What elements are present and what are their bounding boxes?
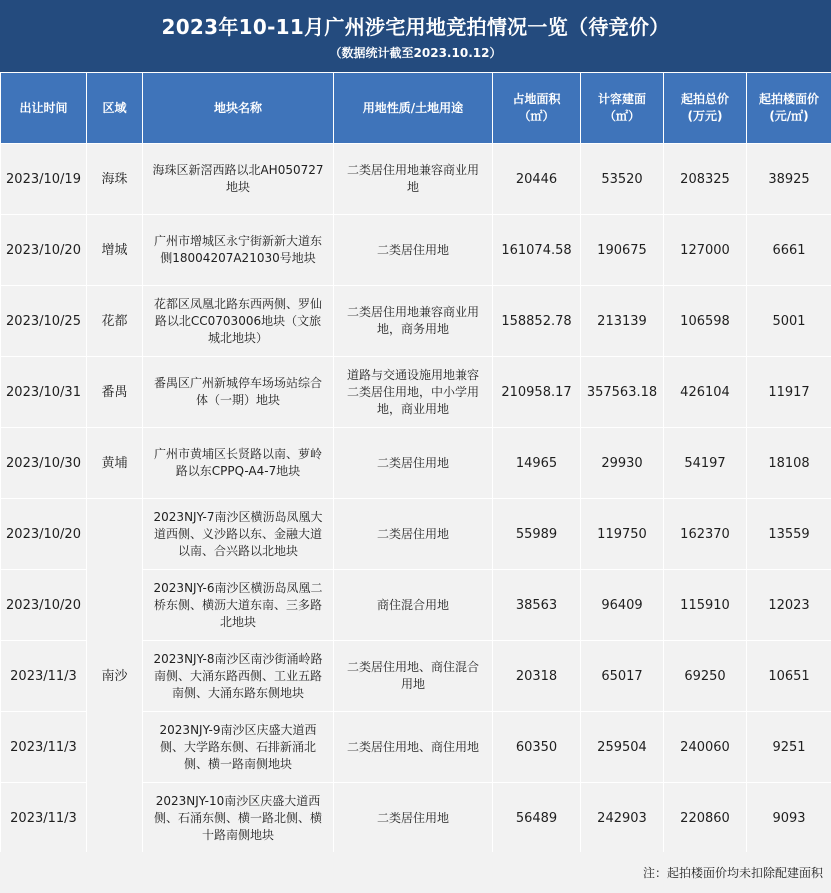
cell-date: 2023/10/20 <box>1 499 87 570</box>
cell-gfa: 357563.18 <box>581 357 664 428</box>
table-row <box>1 499 831 570</box>
column-header-site-area: 占地面积 （㎡） <box>493 73 581 144</box>
column-header-total-price: 起拍总价 (万元) <box>664 73 747 144</box>
cell-parcel-name: 2023NJY-10南沙区庆盛大道西侧、石涌东侧、横一路北侧、横十路南侧地块 <box>143 783 334 854</box>
cell-gfa: 53520 <box>581 144 664 215</box>
cell-parcel-name: 花都区凤凰北路东西两侧、罗仙路以北CC0703006地块（文旅城北地块） <box>143 286 334 357</box>
cell-gfa: 119750 <box>581 499 664 570</box>
cell-site-area: 55989 <box>493 499 581 570</box>
cell-date: 2023/11/3 <box>1 641 87 712</box>
column-header-floor-price: 起拍楼面价 (元/㎡) <box>747 73 831 144</box>
cell-land-use: 商住混合用地 <box>334 570 493 641</box>
page-title: 2023年10-11月广州涉宅用地竞拍情况一览（待竞价） <box>161 15 670 39</box>
cell-site-area: 14965 <box>493 428 581 499</box>
cell-total-price: 208325 <box>664 144 747 215</box>
cell-date: 2023/10/25 <box>1 286 87 357</box>
cell-parcel-name: 广州市增城区永宁街新新大道东侧18004207A21030号地块 <box>143 215 334 286</box>
cell-total-price: 54197 <box>664 428 747 499</box>
land-auction-table <box>0 72 831 854</box>
cell-land-use: 二类居住用地、商住混合用地 <box>334 641 493 712</box>
cell-gfa: 213139 <box>581 286 664 357</box>
cell-total-price: 115910 <box>664 570 747 641</box>
cell-floor-price: 10651 <box>747 641 831 712</box>
cell-floor-price: 11917 <box>747 357 831 428</box>
cell-district: 黄埔 <box>87 428 143 499</box>
cell-district: 番禺 <box>87 357 143 428</box>
cell-date: 2023/10/31 <box>1 357 87 428</box>
cell-gfa: 96409 <box>581 570 664 641</box>
column-header-gfa: 计容建面 （㎡） <box>581 73 664 144</box>
cell-district: 海珠 <box>87 144 143 215</box>
cell-parcel-name: 2023NJY-9南沙区庆盛大道西侧、大学路东侧、石排新涌北侧、横一路南侧地块 <box>143 712 334 783</box>
cell-parcel-name: 海珠区新滘西路以北AH050727地块 <box>143 144 334 215</box>
cell-parcel-name: 2023NJY-6南沙区横沥岛凤凰二桥东侧、横沥大道东南、三多路北地块 <box>143 570 334 641</box>
table-row <box>1 215 831 286</box>
cell-site-area: 210958.17 <box>493 357 581 428</box>
cell-floor-price: 5001 <box>747 286 831 357</box>
table-row <box>1 357 831 428</box>
cell-gfa: 242903 <box>581 783 664 854</box>
cell-gfa: 190675 <box>581 215 664 286</box>
cell-land-use: 二类居住用地 <box>334 783 493 854</box>
cell-date: 2023/10/20 <box>1 215 87 286</box>
cell-land-use: 二类居住用地 <box>334 499 493 570</box>
cell-date: 2023/11/3 <box>1 783 87 854</box>
cell-land-use: 二类居住用地、商住用地 <box>334 712 493 783</box>
column-header-land-use: 用地性质/土地用途 <box>334 73 493 144</box>
cell-parcel-name: 2023NJY-7南沙区横沥岛凤凰大道西侧、义沙路以东、金融大道以南、合兴路以北地块 <box>143 499 334 570</box>
cell-site-area: 60350 <box>493 712 581 783</box>
cell-land-use: 二类居住用地 <box>334 428 493 499</box>
cell-floor-price: 38925 <box>747 144 831 215</box>
cell-district: 花都 <box>87 286 143 357</box>
cell-gfa: 259504 <box>581 712 664 783</box>
table-header-row <box>1 73 831 144</box>
cell-district-merged: 南沙 <box>87 499 143 854</box>
table-row <box>1 428 831 499</box>
cell-parcel-name: 2023NJY-8南沙区南沙街涌岭路南侧、大涌东路西侧、工业五路南侧、大涌东路东侧地块 <box>143 641 334 712</box>
table-row <box>1 144 831 215</box>
cell-date: 2023/10/30 <box>1 428 87 499</box>
cell-total-price: 240060 <box>664 712 747 783</box>
cell-date: 2023/10/20 <box>1 570 87 641</box>
title-bar <box>0 0 831 72</box>
column-header-date: 出让时间 <box>1 73 87 144</box>
cell-floor-price: 9093 <box>747 783 831 854</box>
cell-total-price: 69250 <box>664 641 747 712</box>
cell-parcel-name: 番禺区广州新城停车场场站综合体（一期）地块 <box>143 357 334 428</box>
cell-total-price: 162370 <box>664 499 747 570</box>
column-header-district: 区域 <box>87 73 143 144</box>
cell-land-use: 二类居住用地兼容商业用地 <box>334 144 493 215</box>
cell-site-area: 56489 <box>493 783 581 854</box>
footer <box>0 852 831 893</box>
cell-district: 增城 <box>87 215 143 286</box>
cell-land-use: 二类居住用地 <box>334 215 493 286</box>
cell-parcel-name: 广州市黄埔区长贤路以南、萝岭路以东CPPQ-A4-7地块 <box>143 428 334 499</box>
cell-total-price: 127000 <box>664 215 747 286</box>
cell-gfa: 29930 <box>581 428 664 499</box>
cell-floor-price: 18108 <box>747 428 831 499</box>
cell-site-area: 20446 <box>493 144 581 215</box>
cell-floor-price: 9251 <box>747 712 831 783</box>
cell-total-price: 220860 <box>664 783 747 854</box>
cell-gfa: 65017 <box>581 641 664 712</box>
cell-floor-price: 12023 <box>747 570 831 641</box>
cell-date: 2023/11/3 <box>1 712 87 783</box>
footnote: 注：起拍楼面价均未扣除配建面积 <box>642 866 823 880</box>
cell-total-price: 426104 <box>664 357 747 428</box>
table-row <box>1 286 831 357</box>
cell-floor-price: 6661 <box>747 215 831 286</box>
page-subtitle: （数据统计截至2023.10.12） <box>329 46 502 60</box>
cell-site-area: 158852.78 <box>493 286 581 357</box>
cell-date: 2023/10/19 <box>1 144 87 215</box>
cell-land-use: 道路与交通设施用地兼容二类居住用地，中小学用地，商业用地 <box>334 357 493 428</box>
cell-total-price: 106598 <box>664 286 747 357</box>
cell-site-area: 20318 <box>493 641 581 712</box>
column-header-parcel-name: 地块名称 <box>143 73 334 144</box>
cell-site-area: 161074.58 <box>493 215 581 286</box>
cell-site-area: 38563 <box>493 570 581 641</box>
cell-land-use: 二类居住用地兼容商业用地，商务用地 <box>334 286 493 357</box>
cell-floor-price: 13559 <box>747 499 831 570</box>
